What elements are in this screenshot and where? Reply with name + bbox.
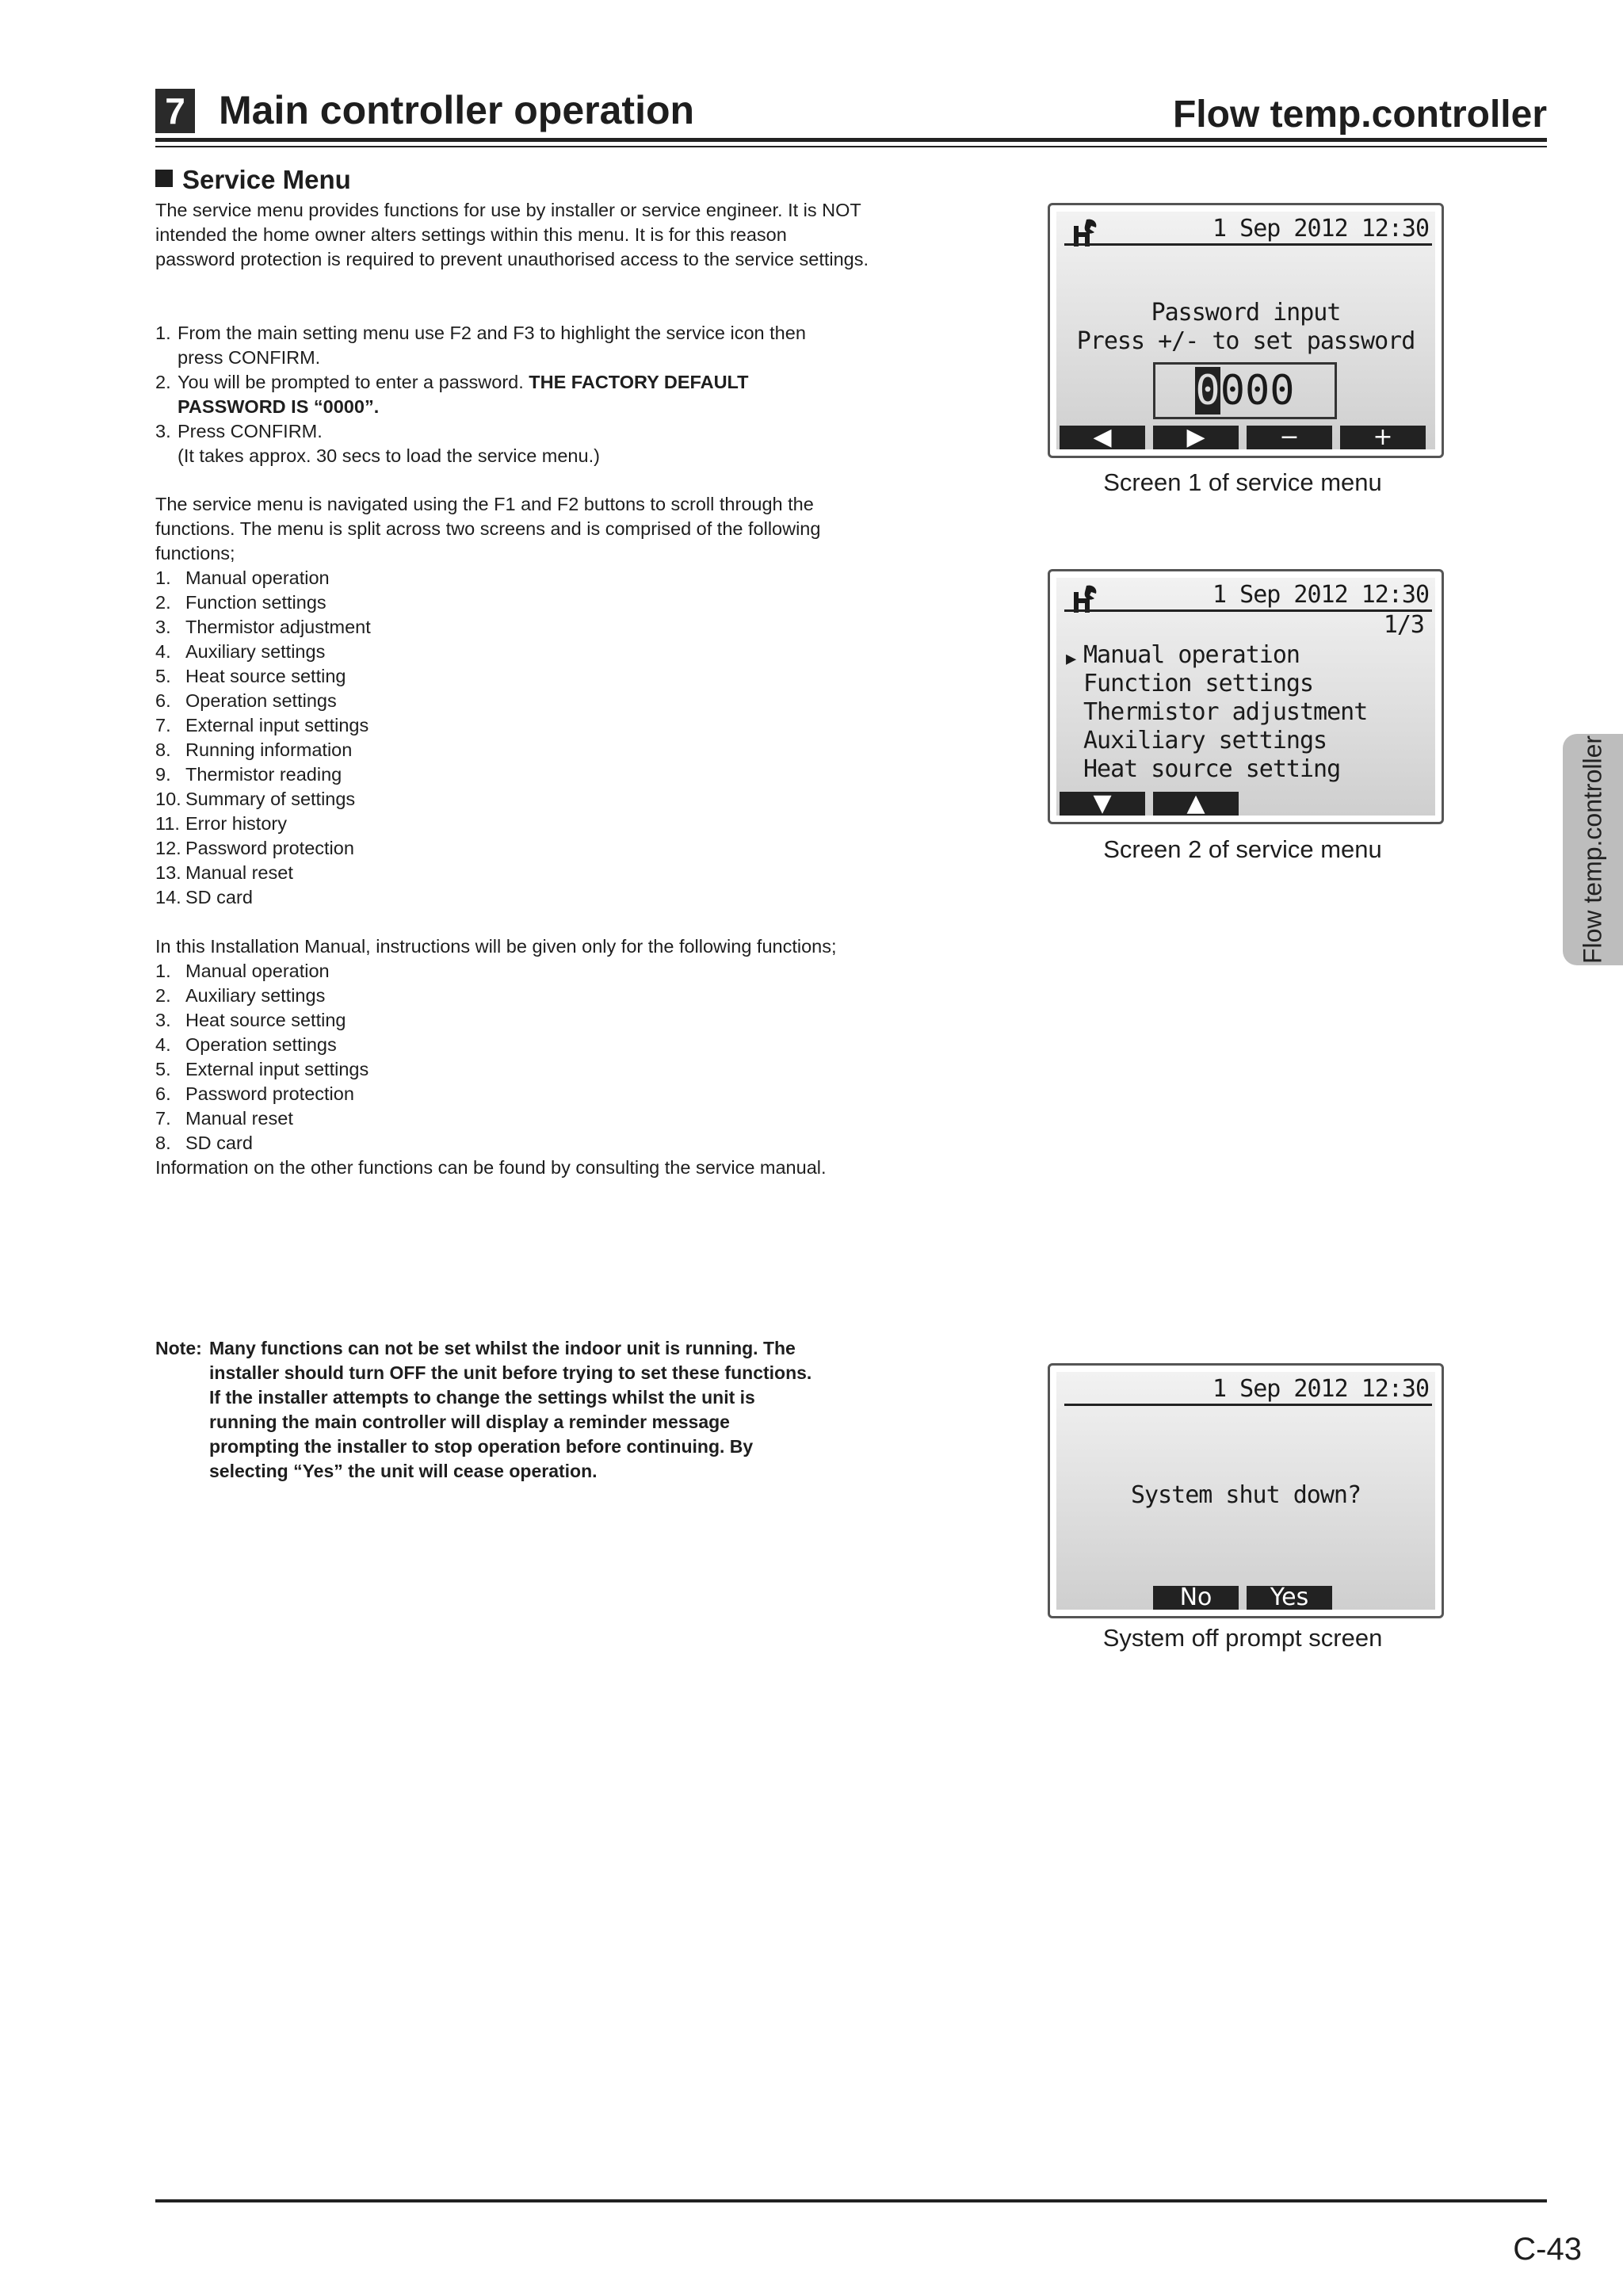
password-title: Password input [1151, 299, 1341, 327]
lcd-date-time: 1 Sep 2012 12:30 [1212, 215, 1429, 243]
password-screen [1048, 203, 1444, 458]
service-menu-screen [1048, 569, 1444, 824]
list-item: 4. Auxiliary settings [155, 641, 326, 662]
menu-item-function-settings[interactable]: Function settings [1083, 670, 1314, 697]
list-item: 1. Manual operation [155, 961, 330, 981]
side-tab [1563, 734, 1623, 965]
menu-item-auxiliary-settings[interactable]: Auxiliary settings [1083, 727, 1327, 755]
lcd-date-time: 1 Sep 2012 12:30 [1212, 1375, 1429, 1403]
list-item: 14. SD card [155, 887, 253, 907]
note-line: running the main controller will display a reminder message [209, 1412, 730, 1432]
f1-left-button[interactable]: ◀ [1060, 426, 1145, 449]
step-2: 2. You will be prompted to enter a password. THE FACTORY DEFAULT [155, 372, 749, 392]
f3-minus-button[interactable]: − [1247, 426, 1332, 449]
other-info-paragraph: Information on the other functions can be found by consulting the service manual. [155, 1157, 827, 1178]
f2-right-button[interactable]: ▶ [1153, 426, 1239, 449]
screen1-caption: Screen 1 of service menu [1103, 468, 1382, 496]
step-1: 1. From the main setting menu use F2 and F3 to highlight the service icon then [155, 323, 806, 343]
list-item: 5. Heat source setting [155, 666, 346, 686]
shutdown-prompt-screen [1048, 1363, 1444, 1618]
function-keys [1056, 1586, 1435, 1610]
function-keys [1056, 789, 1435, 817]
list-item: 2. Auxiliary settings [155, 985, 326, 1006]
password-digits: 000 [1220, 367, 1295, 415]
list-item: 7. External input settings [155, 715, 369, 735]
lcd-rule [1064, 609, 1432, 612]
list-item: 13. Manual reset [155, 862, 293, 883]
step-2-cont: PASSWORD IS “0000”. [178, 396, 380, 417]
f2-up-button[interactable]: ▲ [1153, 792, 1239, 816]
list-item: 2. Function settings [155, 592, 327, 613]
note-line: installer should turn OFF the unit before trying to set these functions. [209, 1362, 812, 1383]
list-item: 1. Manual operation [155, 567, 330, 588]
header-right-title: Flow temp.controller [1172, 94, 1547, 136]
f1-down-button[interactable]: ▼ [1060, 792, 1145, 816]
lcd-date-time: 1 Sep 2012 12:30 [1212, 581, 1429, 609]
list-item: 9. Thermistor reading [155, 764, 342, 785]
shutdown-message: System shut down? [1130, 1481, 1361, 1509]
steps-list [155, 321, 869, 468]
list-item: 8. Running information [155, 739, 353, 760]
list-item: 11. Error history [155, 813, 287, 834]
note-line: selecting “Yes” the unit will cease operation. [209, 1461, 598, 1481]
header-rule-thin [155, 146, 1547, 147]
step-3: 3. Press CONFIRM. [155, 421, 323, 441]
note-line: prompting the installer to stop operation before continuing. By [209, 1436, 754, 1457]
install-functions-list [155, 959, 869, 1156]
step-1-cont: press CONFIRM. [178, 347, 321, 368]
functions-list [155, 566, 869, 910]
list-item: 6. Password protection [155, 1083, 354, 1104]
list-item: 4. Operation settings [155, 1034, 337, 1055]
screen2-caption: Screen 2 of service menu [1103, 835, 1382, 863]
lcd-rule [1064, 243, 1432, 246]
lcd-rule [1064, 1404, 1432, 1406]
f4-plus-button[interactable]: + [1340, 426, 1426, 449]
menu-item-heat-source-setting[interactable]: Heat source setting [1083, 755, 1341, 783]
chapter-title: Main controller operation [219, 88, 695, 132]
list-item: 3. Heat source setting [155, 1010, 346, 1030]
password-cursor-digit: 0 [1195, 367, 1220, 415]
no-button[interactable]: No [1153, 1586, 1239, 1610]
menu-selection-arrow: ▶ [1066, 649, 1076, 669]
section-bullet-icon [155, 170, 173, 187]
intro-paragraph: The service menu provides functions for use by installer or service engineer. It is NOT intended the home owner alters settings within this menu. It is for this reason password protection is required to prevent unauthorised access to the service settings. [155, 200, 869, 269]
password-instruction: Press +/- to set password [1076, 327, 1415, 355]
list-item: 5. External input settings [155, 1059, 369, 1079]
list-item: 10. Summary of settings [155, 789, 356, 809]
navigation-paragraph: The service menu is navigated using the F1 and F2 buttons to scroll through the functions. The menu is split across two screens and is comprised of the following functions; [155, 494, 821, 563]
function-keys [1056, 423, 1435, 451]
password-input[interactable] [1153, 362, 1337, 419]
list-item: 7. Manual reset [155, 1108, 293, 1129]
screen3-caption: System off prompt screen [1102, 1624, 1383, 1652]
note-label: Note: [155, 1338, 202, 1358]
menu-page-indicator: 1/3 [1383, 611, 1424, 639]
note-block [155, 1336, 869, 1484]
list-item: 3. Thermistor adjustment [155, 617, 371, 637]
page-number: C-43 [1513, 2232, 1582, 2267]
note-line: Many functions can not be set whilst the indoor unit is running. The [209, 1338, 796, 1358]
list-item: 8. SD card [155, 1133, 253, 1153]
yes-button[interactable]: Yes [1247, 1586, 1332, 1610]
menu-item-manual-operation[interactable]: Manual operation [1083, 641, 1300, 669]
list-item: 6. Operation settings [155, 690, 337, 711]
list-item: 12. Password protection [155, 838, 354, 858]
header-rule [155, 138, 1547, 142]
section-title: Service Menu [182, 165, 351, 194]
footer-rule [155, 2199, 1547, 2202]
note-line: If the installer attempts to change the settings whilst the unit is [209, 1387, 755, 1408]
menu-item-thermistor-adjustment[interactable]: Thermistor adjustment [1083, 698, 1368, 726]
chapter-number: 7 [155, 89, 195, 133]
side-tab-label: Flow temp.controller [1578, 735, 1607, 965]
install-paragraph: In this Installation Manual, instructions will be given only for the following functions; [155, 936, 837, 957]
step-3-cont: (It takes approx. 30 secs to load the service menu.) [178, 445, 600, 466]
